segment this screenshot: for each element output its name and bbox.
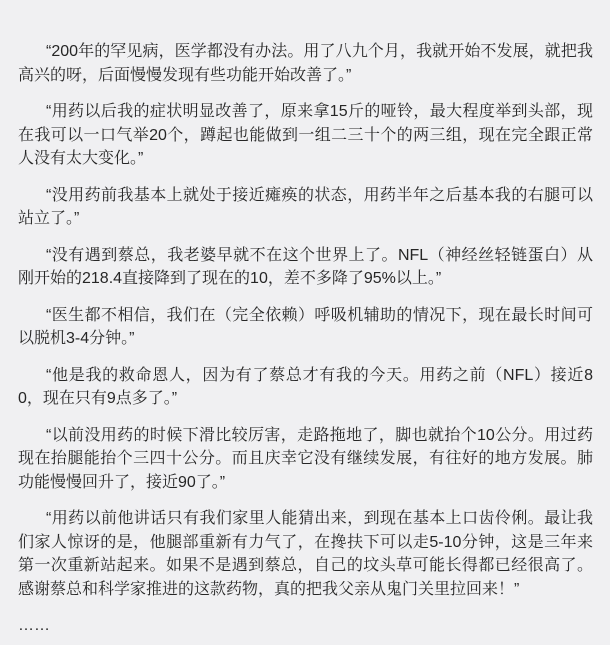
testimonial-paragraph-8: “用药以前他讲话只有我们家里人能猜出来，到现在基本上口齿伶俐。最让我们家人惊讶的是，他腿部重新有力气了，在搀扶下可以走5-10分钟，这是三年来第一次重新站起来。如果不是遇到蔡总，自己的坟头草可能长得都已经很高了。感谢蔡总和科学家推进的这款药物，真的把我父亲从鬼门关里拉回来！”	[18, 510, 593, 598]
testimonial-paragraph-7: “以前没用药的时候下滑比较厉害，走路拖地了，脚也就抬个10公分。用过药现在抬腿能抬个三四十公分。而且庆幸它没有继续发展，有往好的地方发展。肺功能慢慢回升了，接近90了。”	[18, 426, 593, 491]
ellipsis-more-text: ……	[18, 617, 50, 634]
testimonial-paragraph-6: “他是我的救命恩人，因为有了蔡总才有我的今天。用药之前（NFL）接近80，现在只有9点多了。”	[18, 366, 593, 407]
testimonial-paragraph-2: “用药以后我的症状明显改善了，原来拿15斤的哑铃，最大程度举到头部，现在我可以一口气举20个，蹲起也能做到一组二三十个的两三组，现在完全跟正常人没有太大变化。”	[18, 103, 593, 167]
testimonial-paragraph-4: “没有遇到蔡总，我老婆早就不在这个世界上了。NFL（神经丝轻链蛋白）从刚开始的218.4直接降到了现在的10，差不多降了95%以上。”	[18, 246, 593, 287]
testimonial-paragraph-5: “医生都不相信，我们在（完全依赖）呼吸机辅助的情况下，现在最长时间可以脱机3-4分钟。”	[18, 306, 593, 347]
testimonial-paragraph-3: “没用药前我基本上就处于接近瘫痪的状态，用药半年之后基本我的右腿可以站立了。”	[18, 186, 593, 227]
testimonial-paragraph-1: “200年的罕见病，医学都没有办法。用了八九个月，我就开始不发展，就把我高兴的呀，后面慢慢发现有些功能开始改善了。”	[18, 43, 593, 84]
